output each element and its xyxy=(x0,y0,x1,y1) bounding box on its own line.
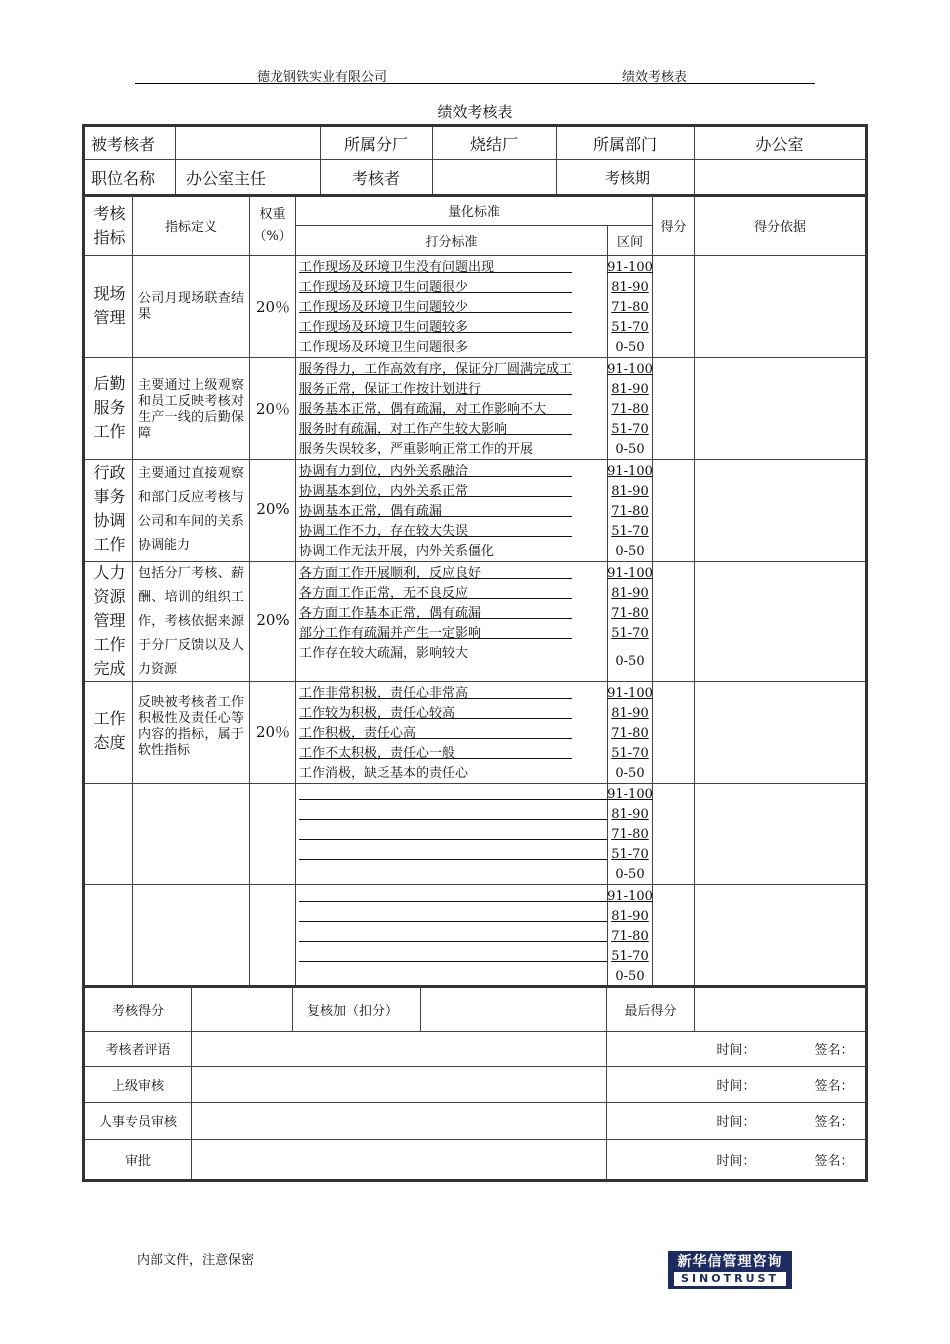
row-ranges: 91-100 81-90 71-80 51-70 0-50 xyxy=(607,362,653,457)
approval-label: 审批 xyxy=(124,1153,151,1169)
superior-review-field[interactable] xyxy=(192,1066,606,1102)
logo-text-cn: 新华信管理咨询 xyxy=(677,1254,783,1270)
superior-review-time: 时间： xyxy=(716,1078,756,1094)
col-weight-header: 权重 （%） xyxy=(253,206,292,244)
rule xyxy=(132,196,133,985)
final-score-label: 最后得分 xyxy=(624,1003,677,1019)
appraiser-field[interactable] xyxy=(432,160,556,194)
recheck-label: 复核加（扣分） xyxy=(307,1003,399,1019)
row-ranges: 91-100 81-90 71-80 51-70 0-50 xyxy=(607,686,653,781)
col-definition-header: 指标定义 xyxy=(164,220,217,235)
row-definition: 反映被考核者工作积极性及责任心等内容的指标，属于软性指标 xyxy=(138,695,244,758)
header-company: 德龙钢铁实业有限公司 xyxy=(257,70,388,85)
hr-review-time: 时间： xyxy=(716,1115,756,1130)
comment-label: 考核者评语 xyxy=(105,1043,171,1058)
score-field[interactable] xyxy=(192,987,292,1031)
superior-review-label: 上级审核 xyxy=(111,1078,164,1094)
row-definition: 主要通过上级观察和员工反映考核对生产一线的后勤保障 xyxy=(138,378,244,441)
appraisee-field[interactable] xyxy=(176,127,320,159)
row-criteria[interactable]: ＿＿＿＿＿＿＿＿＿＿＿＿＿＿＿＿＿＿＿＿＿＿ ＿＿＿＿＿＿＿＿＿＿＿＿＿＿＿＿＿＿＿＿＿＿ ＿＿＿＿＿＿＿＿＿＿＿＿＿＿＿＿＿＿＿＿＿＿ ＿＿＿＿＿＿＿＿＿＿＿＿＿＿＿＿＿＿＿＿＿＿ xyxy=(299,787,608,862)
header-doc-name: 绩效考核表 xyxy=(622,70,688,85)
col-basis-header: 得分依据 xyxy=(753,220,806,235)
rule xyxy=(295,196,296,985)
row-ranges: 91-100 81-90 71-80 51-70 0-50 xyxy=(607,787,653,882)
hr-review-label: 人事专员审核 xyxy=(98,1115,177,1130)
row-category: 现场 管理 xyxy=(93,284,126,327)
row-ranges: 91-100 81-90 71-80 51-70 0-50 xyxy=(607,889,653,984)
sinotrust-logo xyxy=(668,1251,792,1289)
rule xyxy=(85,255,865,256)
dept-label: 所属部门 xyxy=(592,134,657,154)
factory-label: 所属分厂 xyxy=(343,134,408,154)
row-definition: 公司月现场联查结果 xyxy=(138,291,244,322)
comment-sign: 签名： xyxy=(814,1043,854,1058)
col-score-header: 得分 xyxy=(660,220,687,235)
row-ranges: 91-100 81-90 71-80 51-70 0-50 xyxy=(607,260,653,355)
rule xyxy=(249,196,250,985)
row-criteria: 协调有力到位，内外关系融洽＿＿＿＿＿＿＿＿ 协调基本到位，内外关系正常＿＿＿＿＿＿＿＿ 协调基本正常，偶有疏漏＿＿＿＿＿＿＿＿＿＿ 协调工作不力，存在较大失误＿＿＿＿＿＿＿＿ 协调工作无法开展，内外关系僵化 xyxy=(299,464,573,559)
confidential-note: 内部文件，注意保密 xyxy=(137,1253,255,1268)
row-weight: 20％ xyxy=(255,400,291,418)
period-field[interactable] xyxy=(694,160,865,194)
rule xyxy=(85,681,865,682)
col-indicator-header: 考核 指标 xyxy=(93,204,126,247)
comment-field[interactable] xyxy=(192,1031,606,1066)
period-label: 考核期 xyxy=(604,168,650,187)
approval-time: 时间： xyxy=(716,1153,756,1169)
rule xyxy=(85,884,865,885)
col-quant-header: 量化标准 xyxy=(447,205,500,220)
row-ranges: 91-100 81-90 71-80 51-70 0-50 xyxy=(607,464,653,559)
position-field[interactable]: 办公室主任 xyxy=(186,168,267,188)
row-weight: 20% xyxy=(256,500,290,518)
row-criteria: 各方面工作开展顺利，反应良好＿＿＿＿＿＿＿ 各方面工作正常，无不良反应＿＿＿＿＿＿＿＿ 各方面工作基本正常，偶有疏漏＿＿＿＿＿＿＿ 部分工作有疏漏并产生一定影响＿＿＿＿＿＿＿ 工作存在较大疏漏，影响较大 xyxy=(299,566,573,661)
final-score-field[interactable] xyxy=(695,987,865,1031)
comment-time: 时间： xyxy=(716,1043,756,1058)
logo-text-en: SINOTRUST xyxy=(674,1272,786,1286)
row-category: 后勤 服务 工作 xyxy=(93,374,126,441)
row-category: 人力 资源 管理 工作 完成 xyxy=(93,563,126,678)
row-weight: 20％ xyxy=(255,298,291,316)
hr-review-sign: 签名： xyxy=(814,1115,854,1130)
superior-review-sign: 签名： xyxy=(814,1078,854,1094)
hr-review-field[interactable] xyxy=(192,1102,606,1139)
score-label: 考核得分 xyxy=(111,1003,164,1019)
row-ranges: 91-100 81-90 71-80 51-70 0-50 xyxy=(607,566,653,669)
position-label: 职位名称 xyxy=(91,168,156,188)
row-criteria[interactable]: ＿＿＿＿＿＿＿＿＿＿＿＿＿＿＿＿＿＿＿＿＿＿ ＿＿＿＿＿＿＿＿＿＿＿＿＿＿＿＿＿＿＿＿＿＿ ＿＿＿＿＿＿＿＿＿＿＿＿＿＿＿＿＿＿＿＿＿＿ ＿＿＿＿＿＿＿＿＿＿＿＿＿＿＿＿＿＿＿＿＿＿ xyxy=(299,889,608,964)
row-weight: 20％ xyxy=(255,723,291,741)
row-definition: 包括分厂考核、薪酬、培训的组织工作，考核依据来源于分厂反馈以及人力资源 xyxy=(138,566,244,677)
row-criteria: 服务得力，工作高效有序，保证分厂圆满完成工 服务正常，保证工作按计划进行＿＿＿＿＿＿＿ 服务基本正常，偶有疏漏，对工作影响不大＿＿ 服务时有疏漏，对工作产生较大影响＿＿＿＿＿ 服务失误较多，严重影响正常工作的开展 xyxy=(299,362,573,457)
rule xyxy=(694,196,695,985)
header-rule xyxy=(135,83,815,84)
row-category: 工作 态度 xyxy=(93,709,126,752)
appraisee-label: 被考核者 xyxy=(91,134,156,154)
row-weight: 20% xyxy=(256,611,290,629)
row-category: 行政 事务 协调 工作 xyxy=(93,463,126,554)
row-criteria: 工作非常积极，责任心非常高＿＿＿＿＿＿＿＿ 工作较为积极，责任心较高＿＿＿＿＿＿＿＿＿ 工作积极，责任心高＿＿＿＿＿＿＿＿＿＿＿＿ 工作不太积极，责任心一般＿＿＿＿＿＿＿＿＿ 工作消极，缺乏基本的责任心 xyxy=(299,686,573,781)
document-title: 绩效考核表 xyxy=(437,103,513,121)
factory-field[interactable]: 烧结厂 xyxy=(469,134,518,154)
appraiser-label: 考核者 xyxy=(351,168,400,188)
col-range-header: 区间 xyxy=(616,235,643,250)
recheck-field[interactable] xyxy=(421,987,606,1031)
row-definition: 主要通过直接观察和部门反应考核与公司和车间的关系协调能力 xyxy=(138,466,244,553)
approval-field[interactable] xyxy=(192,1139,606,1179)
col-scoring-header: 打分标准 xyxy=(425,235,478,250)
row-criteria: 工作现场及环境卫生没有问题出现＿＿＿＿＿＿ 工作现场及环境卫生问题很少＿＿＿＿＿＿＿＿ 工作现场及环境卫生问题较少＿＿＿＿＿＿＿＿ 工作现场及环境卫生问题较多＿＿＿＿＿＿＿＿ 工作现场及环境卫生问题很多 xyxy=(299,260,573,355)
dept-field[interactable]: 办公室 xyxy=(755,134,804,154)
approval-sign: 签名： xyxy=(814,1153,854,1169)
